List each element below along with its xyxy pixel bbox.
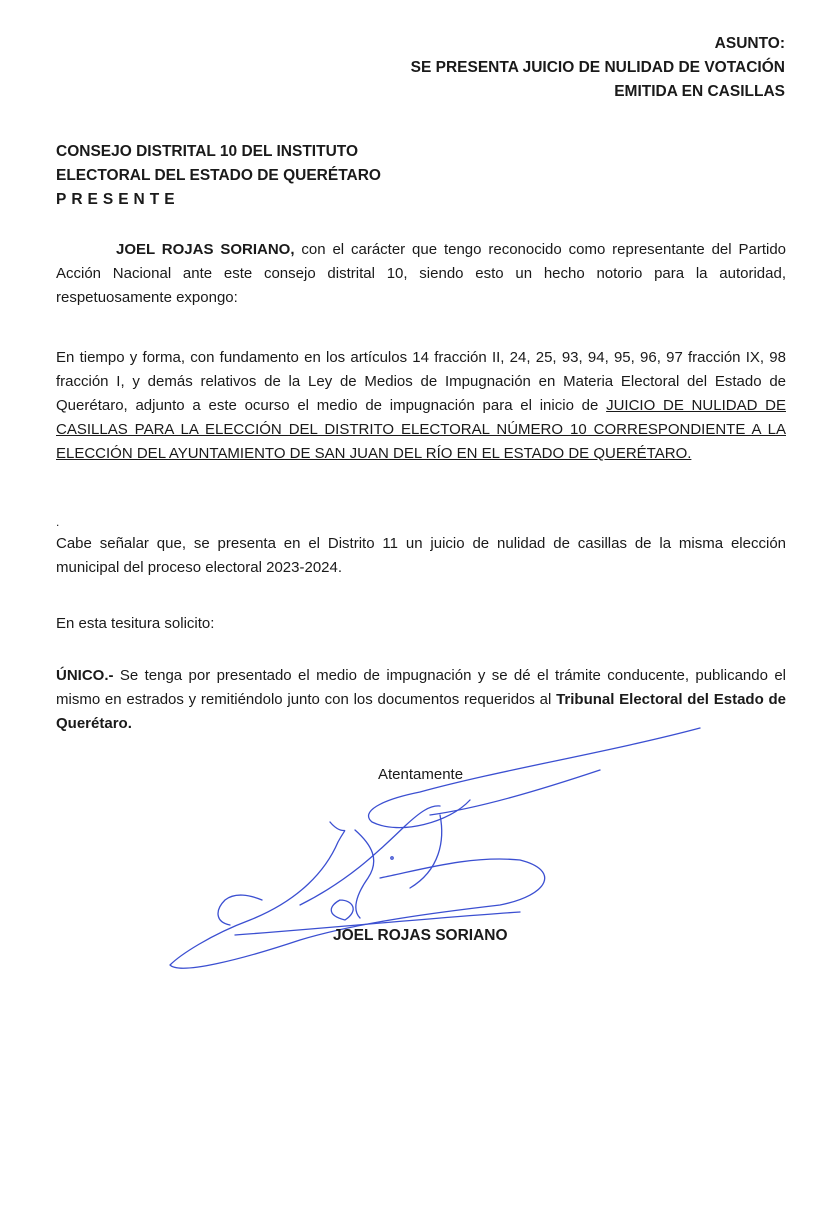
request-label: ÚNICO.- bbox=[56, 667, 114, 684]
legal-basis-paragraph bbox=[56, 346, 786, 466]
subject-line-2: EMITIDA EN CASILLAS bbox=[614, 83, 785, 100]
closing-salutation: Atentamente bbox=[378, 766, 464, 783]
trial-title-underlined: JUICIO DE NULIDAD DE CASILLAS PARA LA ELECCIÓN DEL DISTRITO ELECTORAL NÚMERO 10 CORRESPONDIENTE A LA ELECCIÓN DEL AYUNTAMIENTO DE SAN JUAN DEL RÍO EN EL ESTADO DE QUERÉTARO. bbox=[56, 397, 786, 462]
legal-basis-text: En tiempo y forma, con fundamento en los artículos 14 fracción II, 24, 25, 93, 94, 95, 96, 97 fracción IX, 98 fracción I, y demás relativos de la Ley de Medios de Impugnación en Materia Electoral del Estado de Querétaro, adjunto a este ocurso el medio de impugnación para el inicio de bbox=[56, 349, 786, 414]
tribunal-name: Tribunal Electoral del Estado de Querétaro. bbox=[56, 691, 786, 732]
addressee-line-2: ELECTORAL DEL ESTADO DE QUERÉTARO bbox=[56, 167, 381, 184]
intro-text: con el carácter que tengo reconocido como representante del Partido Acción Nacional ante este consejo distrital 10, siendo esto un hecho notorio para la autoridad, respetuosamente expongo: bbox=[56, 241, 787, 306]
subject-block bbox=[411, 32, 785, 104]
stray-dot: . bbox=[56, 515, 60, 529]
addressee-block bbox=[56, 140, 381, 212]
note-paragraph: Cabe señalar que, se presenta en el Distrito 11 un juicio de nulidad de casillas de la misma elección municipal del proceso electoral 2023-2024. bbox=[56, 535, 786, 576]
intro-paragraph bbox=[56, 238, 786, 310]
subject-line-1: SE PRESENTA JUICIO DE NULIDAD DE VOTACIÓN bbox=[410, 59, 785, 76]
request-intro: En esta tesitura solicito: bbox=[56, 615, 215, 632]
request-text: Se tenga por presentado el medio de impugnación y se dé el trámite conducente, publicando el mismo en estrados y remitiéndolo junto con los documentos requeridos al bbox=[56, 667, 786, 708]
request-paragraph bbox=[56, 664, 786, 736]
sender-name: JOEL ROJAS SORIANO, bbox=[116, 241, 295, 258]
presente-label: PRESENTE bbox=[56, 191, 180, 208]
signer-name: JOEL ROJAS SORIANO bbox=[333, 927, 508, 944]
addressee-line-1: CONSEJO DISTRITAL 10 DEL INSTITUTO bbox=[56, 143, 359, 160]
subject-label: ASUNTO: bbox=[714, 35, 785, 52]
